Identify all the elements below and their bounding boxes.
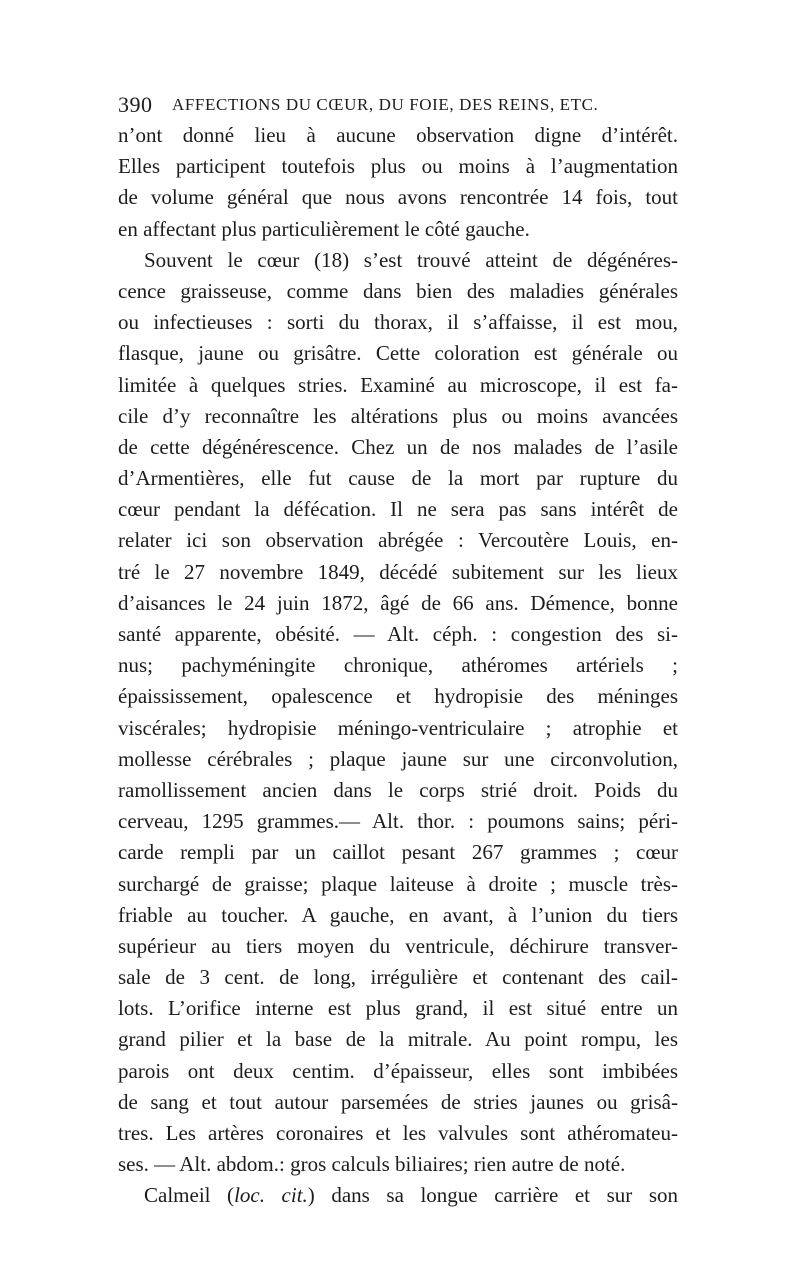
- text-fragment: Calmeil (: [144, 1183, 235, 1208]
- text-line: d’Armentières, elle fut cause de la mort par rupture du: [118, 466, 678, 491]
- text-line: mollesse cérébrales ; plaque jaune sur une circonvolution,: [118, 746, 678, 771]
- text-line: grand pilier et la base de la mitrale. Au point rompu, les: [118, 1027, 678, 1052]
- text-line: n’ont donné lieu à aucune observation digne d’intérêt.: [118, 123, 678, 147]
- italic-citation: loc. cit.: [234, 1183, 308, 1208]
- text-line: viscérales; hydropisie méningo-ventriculaire ; atrophie et: [118, 715, 678, 740]
- text-line-last: [118, 1180, 678, 1211]
- text-fragment: ) dans sa longue carrière et sur son: [307, 1183, 678, 1208]
- running-head: [118, 92, 678, 120]
- text-line: d’aisances le 24 juin 1872, âgé de 66 ans. Démence, bonne: [118, 590, 678, 615]
- text-line: relater ici son observation abrégée : Vercoutère Louis, en-: [118, 528, 678, 553]
- page-number: 390: [118, 92, 153, 117]
- text-line: nus; pachyméningite chronique, athéromes artériels ;: [118, 653, 678, 678]
- text-line: parois ont deux centim. d’épaisseur, elles sont imbibées: [118, 1058, 678, 1083]
- text-line: limitée à quelques stries. Examiné au microscope, il est fa-: [118, 372, 678, 397]
- text-line: ses. — Alt. abdom.: gros calculs biliaires; rien autre de noté.: [118, 1152, 626, 1177]
- text-line: santé apparente, obésité. — Alt. céph. : congestion des si-: [118, 622, 678, 646]
- text-line: tres. Les artères coronaires et les valvules sont athéromateu-: [118, 1121, 678, 1145]
- text-line: Souvent le cœur (18) s’est trouvé atteint de dégénéres-: [144, 247, 678, 272]
- text-line: de sang et tout autour parsemées de stries jaunes ou grisâ-: [118, 1089, 678, 1114]
- text-line: surchargé de graisse; plaque laiteuse à droite ; muscle très-: [118, 871, 678, 896]
- running-title: AFFECTIONS DU CŒUR, DU FOIE, DES REINS, ETC.: [172, 95, 599, 114]
- text-line: supérieur au tiers moyen du ventricule, déchirure transver-: [118, 933, 678, 958]
- text-line: tré le 27 novembre 1849, décédé subitement sur les lieux: [118, 559, 678, 584]
- text-line: cence graisseuse, comme dans bien des maladies générales: [118, 278, 678, 303]
- body-text: [118, 120, 678, 1212]
- text-line: de cette dégénérescence. Chez un de nos malades de l’asile: [118, 434, 678, 459]
- text-line: en affectant plus particulièrement le côté gauche.: [118, 216, 530, 241]
- text-line: cerveau, 1295 grammes.— Alt. thor. : poumons sains; péri-: [118, 809, 678, 834]
- text-line: carde rempli par un caillot pesant 267 grammes ; cœur: [118, 840, 678, 865]
- text-line: friable au toucher. A gauche, en avant, à l’union du tiers: [118, 902, 678, 927]
- text-line: ramollissement ancien dans le corps strié droit. Poids du: [118, 777, 678, 802]
- text-line: de volume général que nous avons rencontrée 14 fois, tout: [118, 185, 678, 210]
- text-line: sale de 3 cent. de long, irrégulière et contenant des cail-: [118, 965, 678, 990]
- text-line: ou infectieuses : sorti du thorax, il s’affaisse, il est mou,: [118, 310, 678, 335]
- text-line: flasque, jaune ou grisâtre. Cette coloration est générale ou: [118, 341, 678, 366]
- text-line: cile d’y reconnaître les altérations plus ou moins avancées: [118, 403, 678, 428]
- text-line: cœur pendant la défécation. Il ne sera pas sans intérêt de: [118, 497, 678, 522]
- text-line: épaississement, opalescence et hydropisie des méninges: [118, 684, 678, 709]
- text-line: lots. L’orifice interne est plus grand, il est situé entre un: [118, 996, 678, 1021]
- text-line: Elles participent toutefois plus ou moins à l’augmentation: [118, 154, 678, 179]
